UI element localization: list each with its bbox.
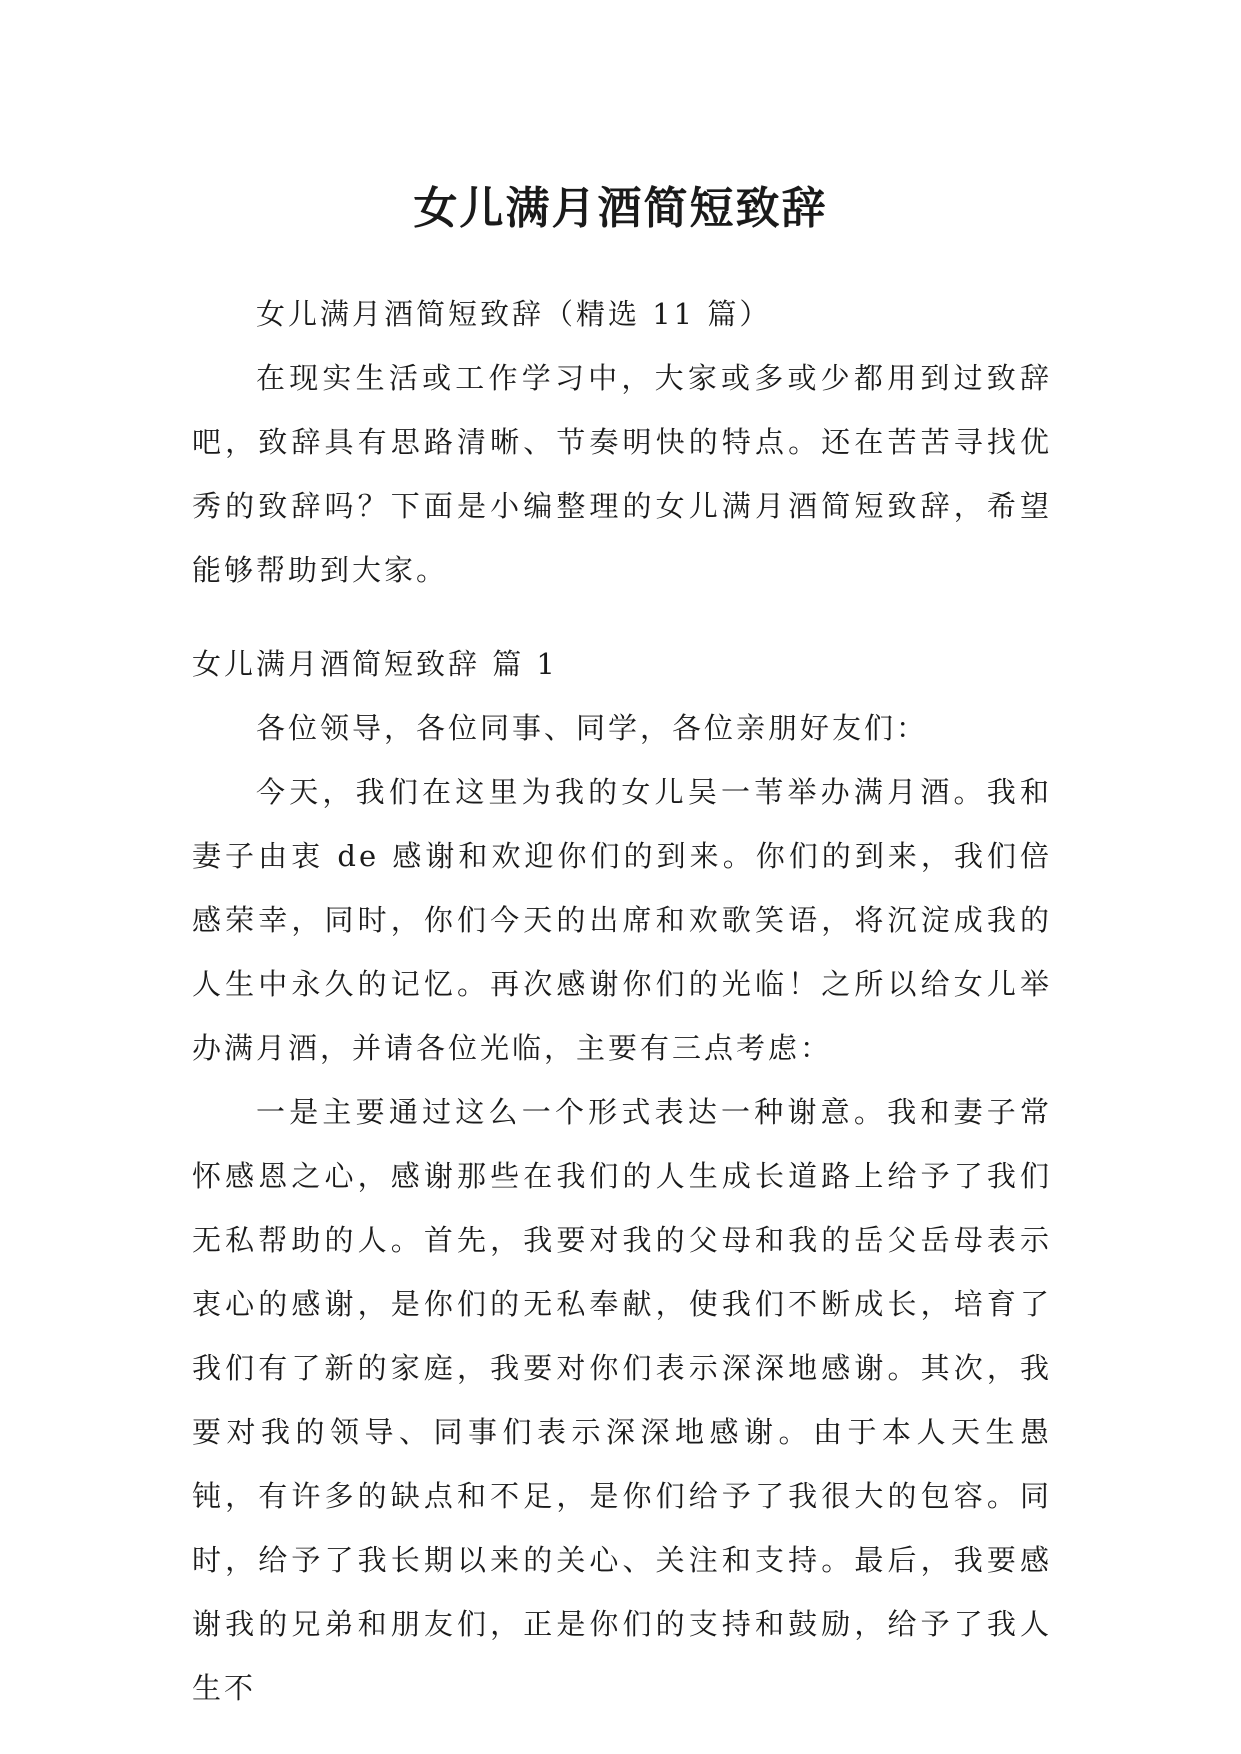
section-heading: 女儿满月酒简短致辞 篇 1	[192, 647, 558, 681]
body-paragraph-1: 今天，我们在这里为我的女儿吴一苇举办满月酒。我和妻子由衷 de 感谢和欢迎你们的到来。你们的到来，我们倍感荣幸，同时，你们今天的出席和欢歌笑语，将沉淀成我的人生中永久的记忆。再次感谢你们的光临！之所以给女儿举办满月酒，并请各位光临，主要有三点考虑：	[192, 775, 1052, 1065]
intro-paragraph: 在现实生活或工作学习中，大家或多或少都用到过致辞吧，致辞具有思路清晰、节奏明快的特点。还在苦苦寻找优秀的致辞吗？下面是小编整理的女儿满月酒简短致辞，希望能够帮助到大家。	[192, 361, 1052, 587]
document-subtitle: 女儿满月酒简短致辞（精选 11 篇）	[256, 297, 772, 331]
greeting-paragraph: 各位领导，各位同事、同学，各位亲朋好友们：	[256, 711, 929, 745]
body-paragraph-2: 一是主要通过这么一个形式表达一种谢意。我和妻子常怀感恩之心，感谢那些在我们的人生成长道路上给予了我们无私帮助的人。首先，我要对我的父母和我的岳父岳母表示衷心的感谢，是你们的无私奉献，使我们不断成长，培育了我们有了新的家庭，我要对你们表示深深地感谢。其次，我要对我的领导、同事们表示深深地感谢。由于本人天生愚钝，有许多的缺点和不足，是你们给予了我很大的包容。同时，给予了我长期以来的关心、关注和支持。最后，我要感谢我的兄弟和朋友们，正是你们的支持和鼓励，给予了我人生不	[192, 1095, 1052, 1705]
document-title: 女儿满月酒简短致辞	[413, 183, 828, 235]
